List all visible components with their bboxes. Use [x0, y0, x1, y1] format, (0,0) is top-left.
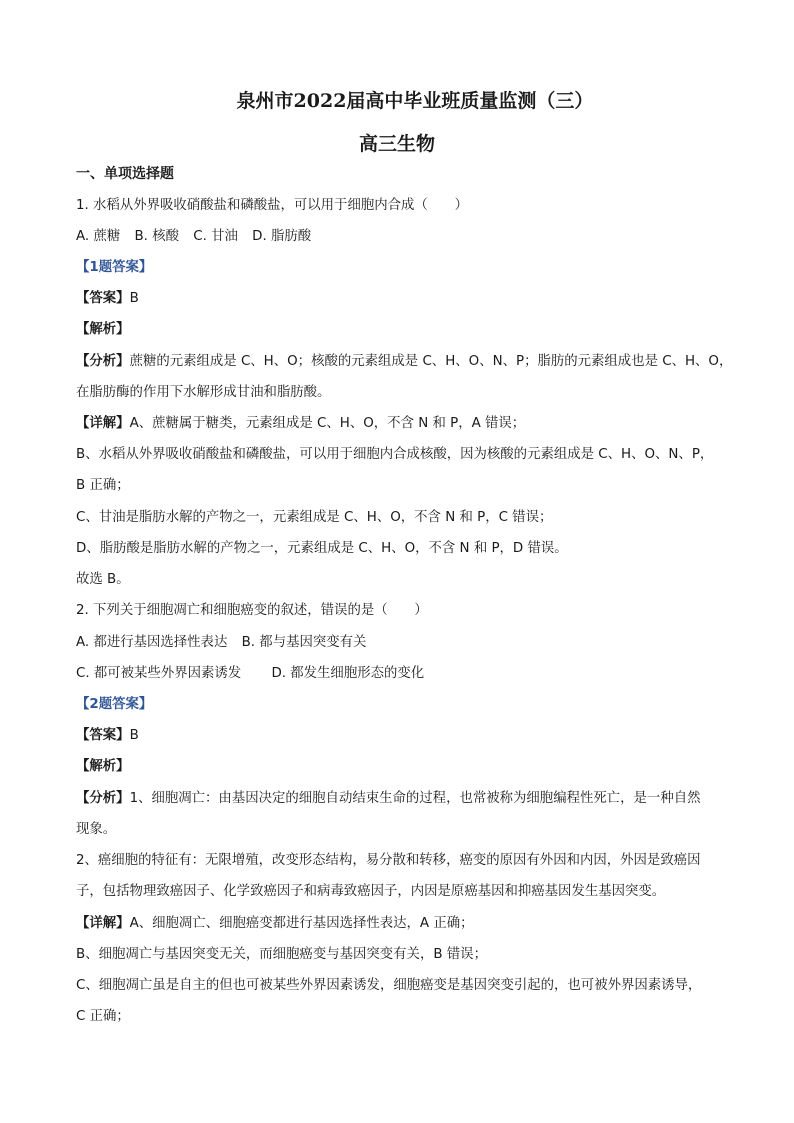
- q2-fenxi-cont: 现象。: [76, 822, 117, 837]
- q2-fenxi-text: 1、细胞凋亡：由基因决定的细胞自动结束生命的过程，也常被称为细胞编程性死亡，是一种自然: [129, 791, 701, 806]
- q2-detail: [76, 915, 726, 933]
- q1-fenxi-label: 【分析】: [76, 354, 130, 369]
- q2-option-d: D. 都发生细胞形态的变化: [271, 666, 425, 681]
- q1-detail-b-cont: B 正确；: [76, 478, 130, 493]
- q2-option-c: C. 都可被某些外界因素诱发: [76, 666, 242, 681]
- q1-analysis-tag: 【解析】: [76, 322, 130, 337]
- q1-fenxi-text: 蔗糖的元素组成是 C、H、O；核酸的元素组成是 C、H、O、N、P；脂肪的元素组成也是 C、H、O，: [129, 354, 733, 369]
- q2-answer-tag: 【2题答案】: [76, 697, 153, 712]
- q1-answer-tag: 【1题答案】: [76, 260, 153, 275]
- q1-detail-c: C、甘油是脂肪水解的产物之一，元素组成是 C、H、O，不含 N 和 P，C 错误；: [76, 510, 553, 525]
- q2-fenxi-point2-cont: 子，包括物理致癌因子、化学致癌因子和病毒致癌因子，内因是原癌基因和抑癌基因发生基因突变。: [76, 884, 666, 899]
- q1-answer: [76, 290, 726, 308]
- q1-answer-value: B: [129, 291, 139, 306]
- q2-detail-a: A、细胞凋亡、细胞癌变都进行基因选择性表达，A 正确；: [129, 916, 474, 931]
- q2-option-b: B. 都与基因突变有关: [241, 635, 367, 650]
- q1-option-d: D. 脂肪酸: [252, 229, 312, 244]
- q1-fenxi-cont: 在脂肪酶的作用下水解形成甘油和脂肪酸。: [76, 385, 331, 400]
- q1-detail: [76, 415, 726, 433]
- q1-answer-label: 【答案】: [76, 291, 130, 306]
- q2-detail-label: 【详解】: [76, 916, 130, 931]
- q2-fenxi-label: 【分析】: [76, 791, 130, 806]
- q2-answer-value: B: [129, 728, 139, 743]
- q2-stem: 2. 下列关于细胞凋亡和细胞癌变的叙述，错误的是（ ）: [76, 603, 428, 618]
- q1-options: [76, 228, 726, 246]
- q2-fenxi: [76, 790, 726, 808]
- q2-fenxi-point2: 2、癌细胞的特征有：无限增殖，改变形态结构，易分散和转移，癌变的原因有外因和内因，外因是致癌因: [76, 853, 701, 868]
- document-subtitle: 高三生物: [358, 133, 435, 155]
- section-heading: 一、单项选择题: [76, 166, 174, 182]
- q1-detail-d: D、脂肪酸是脂肪水解的产物之一，元素组成是 C、H、O，不含 N 和 P，D 错误。: [76, 541, 568, 556]
- q1-option-a: A. 蔗糖: [76, 229, 121, 244]
- q1-fenxi: [76, 353, 733, 371]
- q1-detail-a: A、蔗糖属于糖类，元素组成是 C、H、O，不含 N 和 P，A 错误；: [129, 416, 526, 431]
- q1-stem: 1. 水稻从外界吸收硝酸盐和磷酸盐，可以用于细胞内合成（ ）: [76, 198, 468, 213]
- q1-option-c: C. 甘油: [193, 229, 238, 244]
- q1-option-b: B. 核酸: [134, 229, 179, 244]
- q1-conclusion: 故选 B。: [76, 572, 130, 587]
- q2-detail-b: B、细胞凋亡与基因突变无关，而细胞癌变与基因突变有关，B 错误；: [76, 947, 487, 962]
- q1-detail-label: 【详解】: [76, 416, 130, 431]
- q2-answer-label: 【答案】: [76, 728, 130, 743]
- q2-options-row1: [76, 634, 726, 652]
- q2-analysis-tag: 【解析】: [76, 759, 130, 774]
- q2-detail-c: C、细胞凋亡虽是自主的但也可被某些外界因素诱发，细胞癌变是基因突变引起的，也可被外界因素诱导，: [76, 978, 702, 993]
- q2-options-row2: [76, 665, 726, 683]
- q2-option-a: A. 都进行基因选择性表达: [76, 635, 228, 650]
- q1-detail-b: B、水稻从外界吸收硝酸盐和磷酸盐，可以用于细胞内合成核酸，因为核酸的元素组成是 C、H、O、N、P，: [76, 447, 714, 462]
- document-title: 泉州市2022届高中毕业班质量监测（三）: [236, 90, 594, 112]
- q2-answer: [76, 727, 726, 745]
- q2-detail-c-cont: C 正确；: [76, 1009, 130, 1024]
